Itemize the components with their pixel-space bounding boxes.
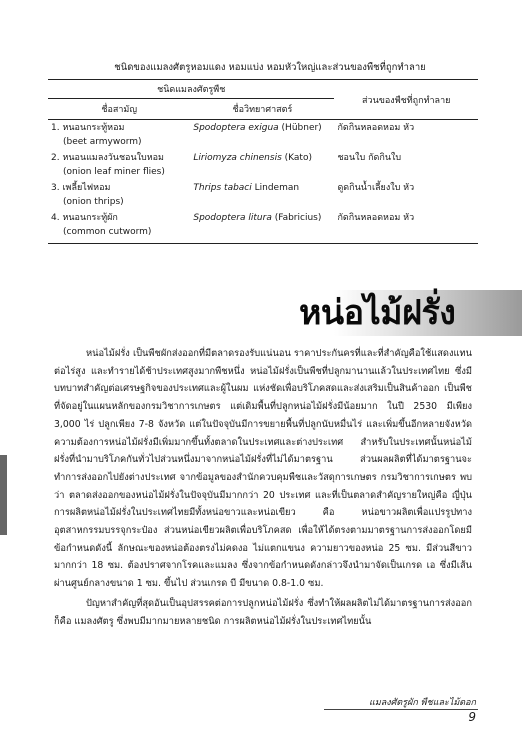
table-row: [48, 150, 478, 180]
header-damaged-part: ส่วนของพืชที่ถูกทำลาย: [334, 80, 478, 120]
table-header-row: [48, 80, 478, 99]
common-name-en: (common cutworm): [63, 227, 152, 237]
common-name-th: 3. เพลี้ยไฟหอม: [51, 183, 111, 193]
header-common-name: ชื่อสามัญ: [48, 99, 190, 120]
common-name-th: 2. หนอนแมลงวันชอนใบหอม: [51, 153, 164, 163]
header-scientific-name: ชื่อวิทยาศาสตร์: [190, 99, 334, 120]
table-row: [48, 210, 478, 244]
section-banner: [289, 282, 522, 342]
table-caption: ชนิดของแมลงศัตรูหอมแดง หอมแบ่ง หอมหัวใหญ่และส่วนของพืชที่ถูกทำลาย: [114, 62, 426, 73]
author-name: (Kato): [281, 153, 312, 163]
page-number: 9: [468, 710, 476, 724]
table-row: [48, 180, 478, 210]
author-name: (Fabricius): [271, 213, 322, 223]
footer-book-title: แมลงศัตรูผัก พืชและไม้ดอก: [369, 698, 476, 708]
common-name-th: 4. หนอนกระทู้ผัก: [51, 213, 118, 223]
damaged-part: ดูดกินน้ำเลี้ยงใบ หัว: [337, 183, 415, 193]
paragraph: หน่อไม้ฝรั่ง เป็นพืชผักส่งออกที่มีตลาดรองรับแน่นอน ราคาประกันครที่และที่สำคัญคือใช้แสดงแทนต่อไร่สูง และทำรายได้ช้าประเทศสูงมากพืชหนึ่ง หน่อไม้ฝรั่งเป็นพืชที่ปลูกมานานแล้วในประเทศไทย ซึ่งมีบทบาทสำคัญต่อเศรษฐกิจของประเทศและผู้ในผม แห่งชัดเพื่อบริโภคสดและส่งเสริมเป็นสินค้าออก เป็นพืชที่จัดอยู่ในแผนหลักของกรมวิชาการเกษตร แต่เดิมพื้นที่ปลูกหน่อไม้ฝรั่งมีน้อยมาก ในปี 2530 มีเพียง 3,000 ไร่ ปลูกเพียง 7-8 จังหวัด แต่ในปัจจุบันมีการขยายพื้นที่ปลูกนับหมื่นไร่ และเพิ่มขึ้นอีกหลายจังหวัด ความต้องการหน่อไม้ฝรั่งมีเพิ่มมากขึ้นทั้งตลาดในประเทศและต่างประเทศ สำหรับในประเทศนั้นหน่อไม้ฝรั่งที่นำมาบริโภคกันทั่วไปส่วนหนึ่งมาจากหน่อไม้ฝรั่งที่ไม่ได้มาตรฐาน ส่วนผลผลิตที่ได้มาตรฐานจะทำการส่งออกไปยังต่างประเทศ จากข้อมูลของสำนักควบคุมพืชและวัสดุการเกษตร กรมวิชาการเกษตร พบว่า ตลาดส่งออกของหน่อไม้ฝรั่งในปัจจุบันมีมากกว่า 20 ประเทศ และที่เป็นตลาดสำคัญรายใหญ่คือ ญี่ปุ่น การผลิตหน่อไม้ฝรั่งในประเทศไทยมีทั้งหน่อขาวและหน่อเขียว คือ หน่อขาวผลิตเพื่อแปรรูปทางอุตสาหกรรมบรรจุกระป๋อง ส่วนหน่อเขียวผลิตเพื่อบริโภคสด เพื่อให้ได้ตรงตามมาตรฐานการส่งออกโดยมีข้อกำหนดดังนี้ ลักษณะของหน่อต้องตรงไม่คดงอ ไม่แตกแขนง ความยาวของหน่อ 25 ซม. มีส่วนสีขาวมากกว่า 18 ซม. ต้องปราศจากโรคและแมลง ซึ่งจากข้อกำหนดดังกล่าวจึงนำมาจัดเป็นเกรด เอ ซึ่งมีเส้นผ่านศูนย์กลางขนาด 1 ซม. ขึ้นไป ส่วนเกรด บี มีขนาด 0.8-1.0 ซม.: [54, 348, 472, 590]
common-name-th: 1. หนอนกระทู้หอม: [51, 123, 125, 133]
author-name: Lindeman: [251, 183, 300, 193]
section-title: หน่อไม้ฝรั่ง: [299, 293, 456, 333]
scientific-name: Liriomyza chinensis: [193, 153, 282, 163]
damaged-part: กัดกินหลอดหอม หัว: [337, 123, 415, 133]
pest-table: [48, 79, 478, 244]
damaged-part: ชอนใบ กัดกินใบ: [337, 153, 402, 163]
scientific-name: Spodoptera exigua: [193, 123, 279, 133]
header-pest-type: ชนิดแมลงศัตรูพืช: [48, 80, 334, 99]
common-name-en: (onion leaf miner flies): [63, 167, 165, 177]
author-name: (Hübner): [278, 123, 322, 133]
scientific-name: Spodoptera litura: [193, 213, 272, 223]
side-tab-marker: [0, 455, 7, 535]
damaged-part: กัดกินหลอดหอม หัว: [334, 210, 478, 244]
table-row: [48, 120, 478, 151]
scientific-name: Thrips tabaci: [193, 183, 252, 193]
common-name-en: (beet armyworm): [63, 137, 142, 147]
paragraph: ปัญหาสำคัญที่สุดอันเป็นอุปสรรคต่อการปลูกหน่อไม้ฝรั่ง ซึ่งทำให้ผลผลิตไม่ได้มาตรฐานการส่งออกก็คือ แมลงศัตรู ซึ่งพบมีมากมายหลายชนิด การผลิตหน่อไม้ฝรั่งในประเทศไทยนั้น: [54, 597, 472, 627]
body-text: [54, 345, 472, 630]
common-name-en: (onion thrips): [63, 197, 124, 207]
